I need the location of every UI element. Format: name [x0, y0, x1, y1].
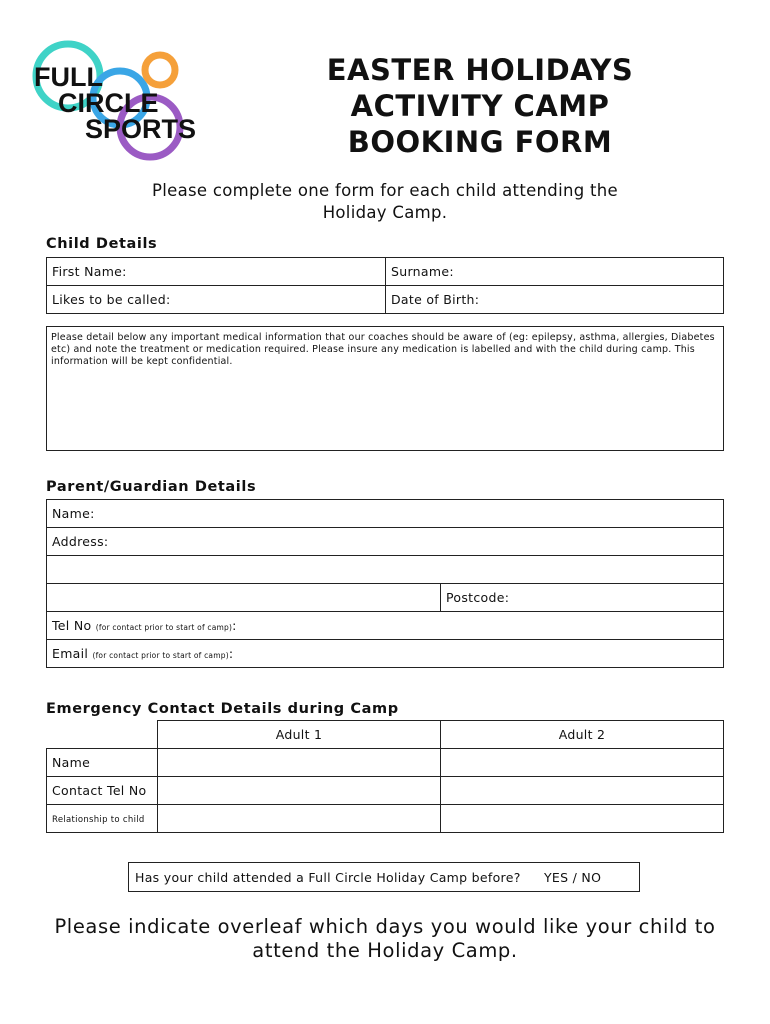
emergency-relationship-row-label: Relationship to child: [46, 804, 158, 833]
adult-1-name-field[interactable]: [157, 748, 441, 777]
logo-text-sports: SPORTS: [85, 114, 197, 144]
address-line-2-field[interactable]: [46, 555, 724, 584]
tel-no-field[interactable]: [46, 611, 724, 640]
surname-field[interactable]: [385, 257, 724, 286]
address-field[interactable]: [46, 527, 724, 556]
footer-line-1: Please indicate overleaf which days you would like your child to: [54, 915, 716, 938]
surname-label: Surname:: [391, 264, 454, 279]
likes-to-be-called-label: Likes to be called:: [52, 292, 171, 307]
intro-line-1: Please complete one form for each child attending the: [151, 181, 619, 200]
tel-no-note: (for contact prior to start of camp): [95, 623, 233, 632]
previous-attendance-question[interactable]: [128, 862, 640, 892]
medical-info-instructions: Please detail below any important medical information that our coaches should be aware of (eg: epilepsy, asthma, allergies, Diabetes etc) and note the treatment or medication required. Please insure any medication is labelled and with the child during camp. This information will be kept confidential.: [51, 332, 715, 367]
title-line-3: BOOKING FORM: [347, 125, 613, 159]
date-of-birth-label: Date of Birth:: [391, 292, 480, 307]
intro-line-2: Holiday Camp.: [322, 203, 448, 222]
parent-name-field[interactable]: [46, 499, 724, 528]
parent-details-heading: Parent/Guardian Details: [46, 479, 257, 495]
adult-2-relationship-field[interactable]: [440, 804, 724, 833]
tel-no-label: Tel No: [52, 618, 92, 633]
tel-no-colon: :: [232, 618, 237, 633]
yes-no-answer[interactable]: YES / NO: [544, 870, 602, 885]
full-circle-sports-logo: [28, 40, 223, 165]
logo-text-circle: CIRCLE: [58, 88, 159, 118]
emergency-contact-heading: Emergency Contact Details during Camp: [46, 701, 399, 717]
emergency-name-row-label: Name: [46, 748, 158, 777]
logo-graphic: [28, 40, 223, 165]
parent-name-label: Name:: [52, 506, 95, 521]
medical-info-field[interactable]: [46, 326, 724, 451]
title-line-2: ACTIVITY CAMP: [350, 89, 610, 123]
address-line-3-field[interactable]: [46, 583, 441, 612]
adult-2-column-header: Adult 2: [440, 720, 724, 749]
footer-line-2: attend the Holiday Camp.: [252, 939, 518, 962]
email-field[interactable]: [46, 639, 724, 668]
adult-2-tel-field[interactable]: [440, 776, 724, 805]
adult-1-column-header: Adult 1: [157, 720, 441, 749]
child-details-heading: Child Details: [46, 236, 158, 252]
adult-1-relationship-field[interactable]: [157, 804, 441, 833]
likes-to-be-called-field[interactable]: [46, 285, 386, 314]
intro-text: [100, 180, 670, 224]
postcode-field[interactable]: [440, 583, 724, 612]
form-title: [290, 52, 670, 160]
adult-1-tel-field[interactable]: [157, 776, 441, 805]
logo-text-full: FULL: [34, 62, 103, 92]
first-name-label: First Name:: [52, 264, 127, 279]
previous-attendance-text: Has your child attended a Full Circle Holiday Camp before?: [135, 870, 521, 885]
email-note: (for contact prior to start of camp): [92, 651, 229, 660]
emergency-tel-row-label: Contact Tel No: [46, 776, 158, 805]
email-label: Email: [52, 646, 89, 661]
postcode-label: Postcode:: [446, 590, 510, 605]
email-colon: :: [228, 646, 234, 661]
footer-instruction: [40, 915, 730, 963]
first-name-field[interactable]: [46, 257, 386, 286]
adult-2-name-field[interactable]: [440, 748, 724, 777]
date-of-birth-field[interactable]: [385, 285, 724, 314]
address-label: Address:: [52, 534, 109, 549]
title-line-1: EASTER HOLIDAYS: [326, 53, 634, 87]
